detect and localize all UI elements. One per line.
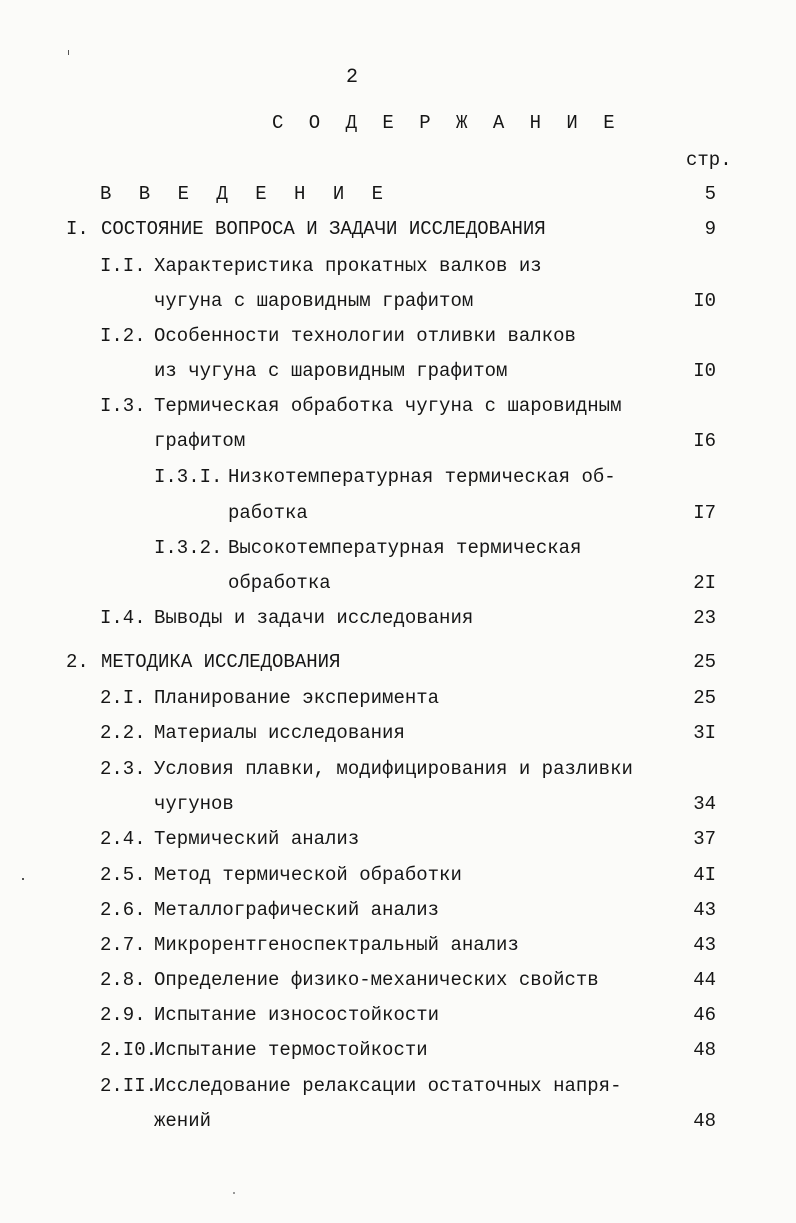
toc-entry-text: Определение физико-механических свойств [154, 969, 599, 991]
toc-entry-page: 3I [693, 722, 716, 744]
toc-entry-text: МЕТОДИКА ИССЛЕДОВАНИЯ [101, 651, 341, 673]
toc-entry-text: Особенности технологии отливки валков [154, 325, 576, 347]
toc-entry-number: 2.I. [100, 687, 146, 709]
scan-speck [233, 1192, 235, 1194]
toc-entry-page: 23 [693, 607, 716, 629]
toc-entry-page: I6 [693, 430, 716, 452]
toc-entry-page: 43 [693, 934, 716, 956]
toc-entry-page: 43 [693, 899, 716, 921]
toc-entry-text: Характеристика прокатных валков из [154, 255, 542, 277]
toc-entry-text: Высокотемпературная термическая [228, 537, 582, 559]
toc-entry-page: 25 [693, 687, 716, 709]
toc-entry-continuation: жений [154, 1110, 212, 1132]
toc-entry-text: Планирование эксперимента [154, 687, 440, 709]
toc-entry-page: 46 [693, 1004, 716, 1026]
toc-entry-page: 48 [693, 1039, 716, 1061]
toc-entry-text: Исследование релаксации остаточных напря- [154, 1075, 622, 1097]
toc-entry-text: Термический анализ [154, 828, 360, 850]
toc-entry-page: 34 [693, 793, 716, 815]
toc-entry-number: 2.4. [100, 828, 146, 850]
toc-entry-number: 2.II. [100, 1075, 158, 1097]
toc-entry-page: 5 [704, 183, 716, 205]
toc-entry-page: 25 [693, 651, 716, 673]
toc-entry-page: I7 [693, 502, 716, 524]
toc-entry-number: 2.3. [100, 758, 146, 780]
scan-speck [68, 50, 69, 55]
toc-entry-continuation: графитом [154, 430, 246, 452]
toc-entry-page: I0 [693, 290, 716, 312]
toc-entry-text: Металлографический анализ [154, 899, 440, 921]
toc-entry-continuation: чугунов [154, 793, 234, 815]
toc-entry-number: 2.7. [100, 934, 146, 956]
toc-entry-continuation: из чугуна с шаровидным графитом [154, 360, 508, 382]
toc-entry-page: 2I [693, 572, 716, 594]
toc-entry-text: Выводы и задачи исследования [154, 607, 474, 629]
toc-entry-number: I.3.I. [154, 466, 223, 488]
toc-entry-number: 2.8. [100, 969, 146, 991]
page-title: С О Д Е Р Ж А Н И Е [272, 112, 622, 134]
toc-entry-text: Термическая обработка чугуна с шаровидным [154, 395, 622, 417]
toc-entry-number: I.I. [100, 255, 146, 277]
toc-entry-text: СОСТОЯНИЕ ВОПРОСА И ЗАДАЧИ ИССЛЕДОВАНИЯ [101, 218, 546, 240]
toc-entry-number: I.2. [100, 325, 146, 347]
toc-entry-page: 4I [693, 864, 716, 886]
toc-entry-continuation: чугуна с шаровидным графитом [154, 290, 474, 312]
scan-speck [22, 878, 24, 880]
toc-entry-number: 2. [66, 651, 89, 673]
toc-entry-page: I0 [693, 360, 716, 382]
toc-entry-number: 2.6. [100, 899, 146, 921]
toc-entry-page: 9 [704, 218, 716, 240]
toc-entry-number: I.4. [100, 607, 146, 629]
toc-entry-text: Низкотемпературная термическая об- [228, 466, 616, 488]
page-number: 2 [346, 66, 359, 89]
toc-entry-text: Испытание износостойкости [154, 1004, 440, 1026]
toc-entry-page: 48 [693, 1110, 716, 1132]
toc-entry-page: 44 [693, 969, 716, 991]
toc-entry-text: Микрорентгеноспектральный анализ [154, 934, 519, 956]
toc-entry-text: В В Е Д Е Н И Е [100, 183, 392, 205]
toc-entry-text: Испытание термостойкости [154, 1039, 428, 1061]
toc-entry-number: 2.9. [100, 1004, 146, 1026]
toc-entry-number: 2.2. [100, 722, 146, 744]
toc-entry-page: 37 [693, 828, 716, 850]
toc-entry-number: I. [66, 218, 89, 240]
toc-entry-number: I.3. [100, 395, 146, 417]
toc-entry-text: Материалы исследования [154, 722, 405, 744]
toc-entry-text: Метод термической обработки [154, 864, 462, 886]
toc-entry-text: Условия плавки, модифицирования и разливки [154, 758, 633, 780]
toc-entry-number: 2.I0. [100, 1039, 158, 1061]
page-column-header: стр. [686, 149, 732, 171]
toc-entry-number: 2.5. [100, 864, 146, 886]
toc-entry-number: I.3.2. [154, 537, 223, 559]
toc-entry-continuation: обработка [228, 572, 331, 594]
toc-entry-continuation: работка [228, 502, 308, 524]
